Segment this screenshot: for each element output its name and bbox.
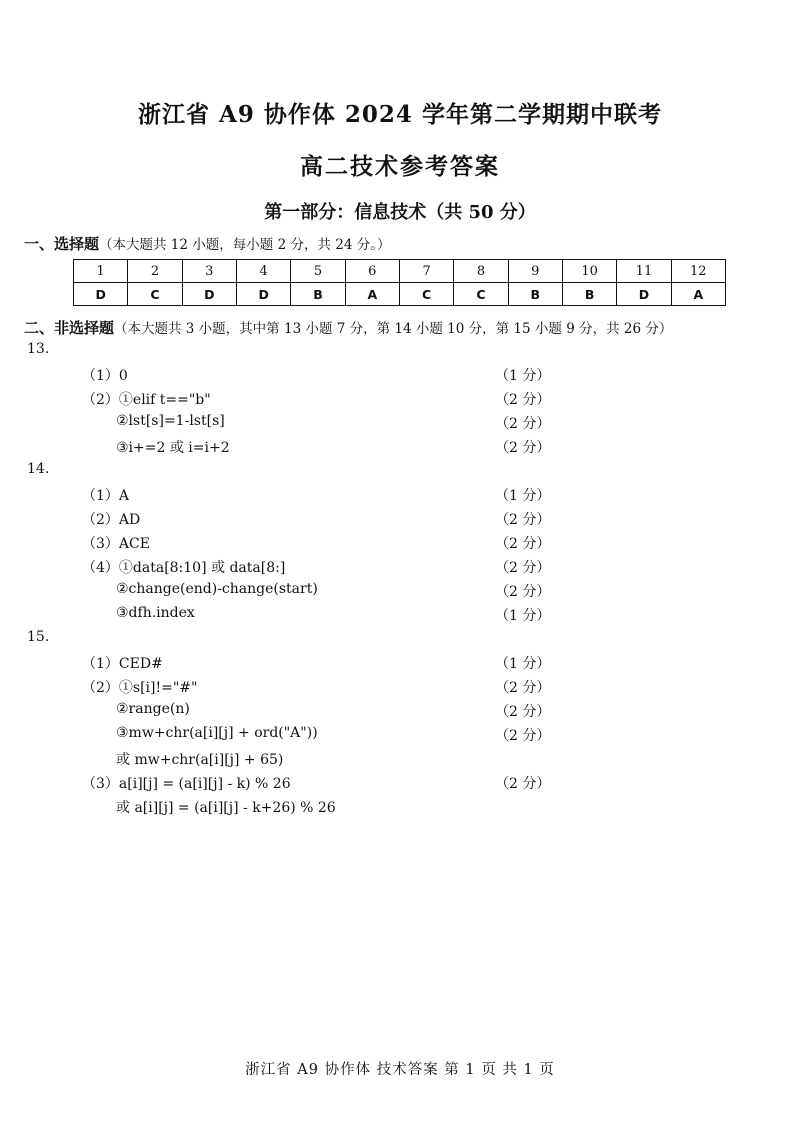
- points-label: （2 分）: [495, 536, 551, 552]
- answer-table: [73, 259, 726, 306]
- answer-line: ②change(end)-change(start): [116, 581, 318, 597]
- answer-line: （1）A: [82, 488, 130, 504]
- question-number-cell: 11: [617, 260, 671, 283]
- points-label: （2 分）: [495, 776, 551, 792]
- document-subtitle: 高二技术参考答案: [300, 153, 500, 180]
- points-label: （2 分）: [495, 680, 551, 696]
- answer-line: 或 a[i][j] = (a[i][j] - k+26) % 26: [116, 800, 336, 816]
- answer-line: （2）①s[i]!="#": [82, 680, 198, 696]
- points-label: （2 分）: [495, 728, 551, 744]
- answer-line: ③i+=2 或 i=i+2: [116, 440, 230, 456]
- question-number-cell: 3: [182, 260, 236, 283]
- answer-cell: A: [345, 283, 399, 306]
- answer-line: （2）AD: [82, 512, 141, 528]
- answer-table-answer-row: [74, 283, 726, 306]
- answer-line: （4）①data[8:10] 或 data[8:]: [82, 560, 286, 576]
- points-label: （1 分）: [495, 608, 551, 624]
- answer-line: ③mw+chr(a[i][j] + ord("A")): [116, 725, 318, 741]
- points-label: （1 分）: [495, 656, 551, 672]
- points-label: （1 分）: [495, 368, 551, 384]
- points-label: （2 分）: [495, 440, 551, 456]
- section-2-title: 二、非选择题: [24, 319, 115, 337]
- points-label: （2 分）: [495, 512, 551, 528]
- answer-line: （1）CED#: [82, 656, 163, 672]
- answer-line: ②range(n): [116, 701, 190, 717]
- answer-line: ③dfh.index: [116, 605, 195, 621]
- answer-cell: B: [562, 283, 616, 306]
- question-13-label: 13.: [27, 341, 50, 357]
- question-number-cell: 1: [74, 260, 128, 283]
- answer-line: ②lst[s]=1-lst[s]: [116, 413, 225, 429]
- answer-cell: D: [182, 283, 236, 306]
- points-label: （2 分）: [495, 704, 551, 720]
- answer-cell: C: [454, 283, 508, 306]
- answer-line: （2）①elif t=="b": [82, 392, 211, 408]
- question-number-cell: 7: [399, 260, 453, 283]
- part-title: 第一部分：信息技术（共 50 分）: [264, 202, 536, 223]
- page-footer: 浙江省 A9 协作体 技术答案 第 1 页 共 1 页: [245, 1062, 555, 1078]
- answer-line: （1）0: [82, 368, 128, 384]
- section-2-note: （本大题共 3 小题，其中第 13 小题 7 分，第 14 小题 10 分，第 15 小题 9 分，共 26 分）: [114, 321, 673, 337]
- answer-cell: D: [617, 283, 671, 306]
- answer-line: 或 mw+chr(a[i][j] + 65): [116, 752, 284, 768]
- question-number-cell: 9: [508, 260, 562, 283]
- points-label: （2 分）: [495, 584, 551, 600]
- question-15-label: 15.: [27, 629, 50, 645]
- question-number-cell: 10: [562, 260, 616, 283]
- points-label: （2 分）: [495, 560, 551, 576]
- question-number-cell: 12: [671, 260, 725, 283]
- answer-table-number-row: [74, 260, 726, 283]
- answer-line: （3）a[i][j] = (a[i][j] - k) % 26: [82, 776, 291, 792]
- points-label: （2 分）: [495, 416, 551, 432]
- document-title: 浙江省 A9 协作体 2024 学年第二学期期中联考: [138, 101, 662, 128]
- question-number-cell: 6: [345, 260, 399, 283]
- question-number-cell: 8: [454, 260, 508, 283]
- question-number-cell: 5: [291, 260, 345, 283]
- section-1-note: （本大题共 12 小题，每小题 2 分，共 24 分。）: [99, 237, 391, 253]
- answer-cell: B: [508, 283, 562, 306]
- section-1-heading: [24, 233, 390, 254]
- answer-cell: C: [128, 283, 182, 306]
- question-number-cell: 2: [128, 260, 182, 283]
- points-label: （1 分）: [495, 488, 551, 504]
- answer-cell: C: [399, 283, 453, 306]
- section-2-heading: [24, 317, 672, 338]
- points-label: （2 分）: [495, 392, 551, 408]
- answer-cell: D: [236, 283, 290, 306]
- question-number-cell: 4: [236, 260, 290, 283]
- answer-cell: A: [671, 283, 725, 306]
- answer-cell: D: [74, 283, 128, 306]
- answer-cell: B: [291, 283, 345, 306]
- answer-line: （3）ACE: [82, 536, 150, 552]
- question-14-label: 14.: [27, 461, 50, 477]
- section-1-title: 一、选择题: [24, 235, 100, 253]
